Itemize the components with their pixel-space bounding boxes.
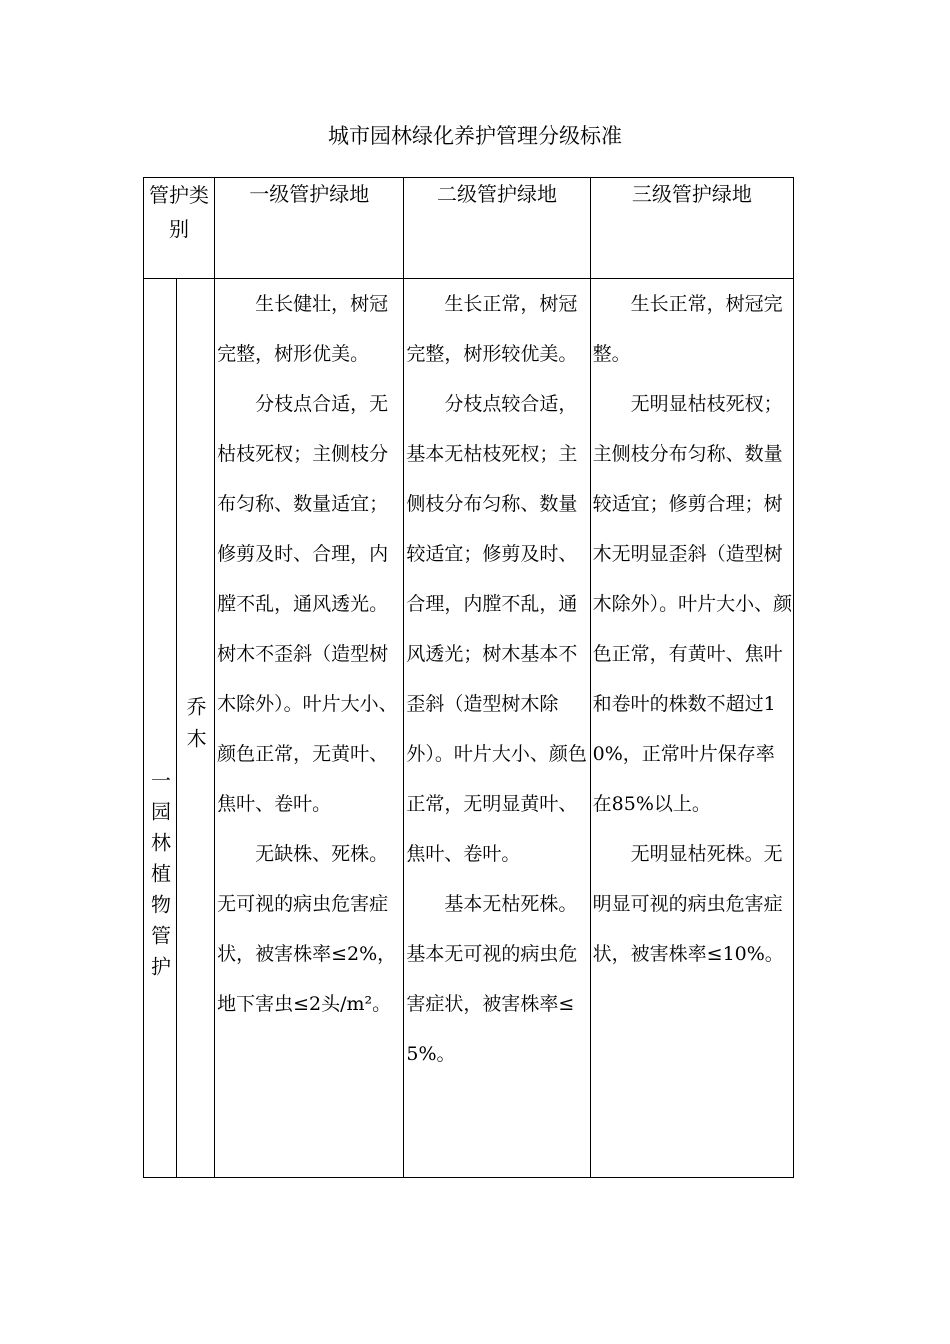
grade-2-growth: 生长正常，树冠完整，树形较优美。 — [406, 293, 578, 365]
header-grade-1: 一级管护绿地 — [215, 178, 404, 279]
category-cell — [144, 279, 177, 1178]
grade-2-cell — [404, 279, 590, 1178]
subcategory-cell — [177, 279, 215, 1178]
grade-2-health: 基本无枯死株。基本无可视的病虫危害症状，被害株率≤5%。 — [406, 893, 578, 1065]
grade-2-branching: 分枝点较合适，基本无枯枝死杈；主侧枝分布匀称、数量较适宜；修剪及时、合理，内膛不乱，通风透光；树木基本不歪斜（造型树木除外）。叶片大小、颜色正常，无明显黄叶、焦叶、卷叶。 — [406, 393, 587, 865]
header-grade-2: 二级管护绿地 — [404, 178, 590, 279]
table-row — [144, 279, 794, 1178]
subcategory-label: 乔木 — [183, 696, 208, 760]
grade-1-health: 无缺株、死株。无可视的病虫危害症状，被害株率≤2%，地下害虫≤2头/m²。 — [217, 843, 397, 1015]
grade-3-growth: 生长正常，树冠完整。 — [592, 293, 783, 365]
grade-3-health: 无明显枯死株。无明显可视的病虫危害症状，被害株率≤10%。 — [592, 843, 784, 965]
document-title: 城市园林绿化养护管理分级标准 — [328, 124, 622, 148]
grade-3-branching: 无明显枯枝死杈；主侧枝分布匀称、数量较适宜；修剪合理；树木无明显歪斜（造型树木除外）。叶片大小、颜色正常，有黄叶、焦叶和卷叶的株数不超过10%，正常叶片保存率在85%以上。 — [592, 393, 793, 815]
header-category: 管护类别 — [144, 178, 215, 279]
grading-table — [143, 177, 794, 1178]
category-label: 一园林植物管护 — [147, 769, 172, 987]
grade-3-cell — [590, 279, 793, 1178]
grade-1-cell — [215, 279, 404, 1178]
table-header-row — [144, 178, 794, 279]
header-grade-3: 三级管护绿地 — [590, 178, 793, 279]
grade-1-branching: 分枝点合适，无枯枝死杈；主侧枝分布匀称、数量适宜；修剪及时、合理，内膛不乱，通风透光。树木不歪斜（造型树木除外）。叶片大小、颜色正常，无黄叶、焦叶、卷叶。 — [217, 393, 398, 815]
grade-1-growth: 生长健壮，树冠完整，树形优美。 — [217, 293, 389, 365]
